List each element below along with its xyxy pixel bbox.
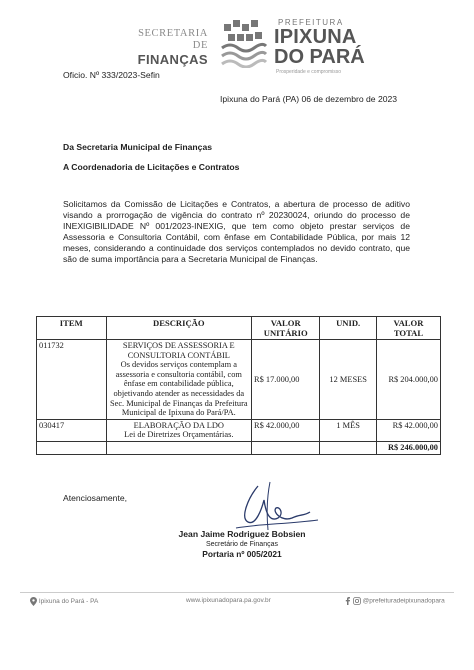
- total-blank: [37, 441, 107, 454]
- signer-name: Jean Jaime Rodriguez Bobsien: [178, 529, 306, 539]
- row-description-title: SERVIÇOS DE ASSESSORIA E CONSULTORIA CONTÁBIL: [122, 341, 235, 360]
- letter-body: Solicitamos da Comissão de Licitações e Contratos, a abertura de processo de aditivo visando a prorrogação de vigência do contrato nº 20230024, oriundo do processo de INEXIGIBILIDADE Nº 001/2023-INEXIG, que tem como objeto prestar serviços de Assessoria e Consultoria Contábil, com ênfase em Contabilidade Pública, por mais 12 meses, considerando a continuidade dos serviços contemplados no devido contrato, que são de suma importância para a Secretaria Municipal de Finanças.: [63, 199, 410, 264]
- oficio-number: Oficio. Nº 333/2023-Sefin: [63, 70, 160, 80]
- row-unid: 12 MESES: [320, 340, 377, 420]
- footer-social-text: @prefeituradeipixunadopara: [362, 597, 445, 605]
- row-description-title: ELABORAÇÃO DA LDO: [133, 420, 224, 430]
- recipient-line: A Coordenadoria de Licitações e Contratos: [63, 162, 240, 172]
- footer-location-text: Ipixuna do Pará - PA: [38, 598, 99, 606]
- row-valor-unitario: R$ 42.000,00: [252, 419, 320, 441]
- row-description: [106, 340, 252, 420]
- prefeitura-small-label: PREFEITURA: [278, 18, 344, 27]
- signer-block: [152, 529, 332, 560]
- grand-total: R$ 246.000,00: [376, 441, 440, 454]
- row-item: 011732: [37, 340, 107, 420]
- prefeitura-emblem-icon: [218, 14, 270, 68]
- total-blank: [106, 441, 252, 454]
- row-valor-total: R$ 42.000,00: [376, 419, 440, 441]
- row-valor-unitario: R$ 17.000,00: [252, 340, 320, 420]
- footer-divider: [20, 592, 454, 593]
- prefeitura-name-line1: IPIXUNA: [274, 26, 357, 48]
- table-row: [37, 419, 441, 441]
- footer-location: [30, 597, 98, 606]
- total-blank: [252, 441, 320, 454]
- header-valor-total-2: TOTAL: [393, 328, 424, 338]
- header-valor-unitario-2: UNITÁRIO: [263, 328, 308, 338]
- footer-website: www.ipixunadopara.pa.gov.br: [186, 597, 271, 604]
- letter-date: Ipixuna do Pará (PA) 06 de dezembro de 2023: [220, 94, 398, 104]
- table-header-row: [37, 317, 441, 340]
- table-total-row: [37, 441, 441, 454]
- header-unid: UNID.: [320, 317, 377, 340]
- header-descricao: DESCRIÇÃO: [106, 317, 252, 340]
- secretaria-logo: [128, 28, 208, 67]
- sender-line: Da Secretaria Municipal de Finanças: [63, 142, 213, 152]
- row-item: 030417: [37, 419, 107, 441]
- header-item: ITEM: [37, 317, 107, 340]
- header-valor-total: [376, 317, 440, 340]
- row-unid: 1 MÊS: [320, 419, 377, 441]
- facebook-icon: [344, 597, 351, 605]
- instagram-icon: [353, 597, 361, 605]
- secretaria-logo-line2: FINANÇAS: [137, 52, 208, 67]
- closing-greeting: Atenciosamente,: [63, 493, 128, 503]
- prefeitura-tagline: Prosperidade e compromisso: [276, 69, 342, 75]
- header-valor-unitario: [252, 317, 320, 340]
- header-valor-unitario-1: VALOR: [270, 318, 301, 328]
- signer-portaria: Portaria nº 005/2021: [202, 549, 282, 559]
- row-description-body: Lei de Diretrizes Orçamentárias.: [124, 430, 234, 440]
- signer-role: Secretário de Finanças: [206, 541, 278, 548]
- prefeitura-logo: [218, 12, 388, 74]
- items-table: [36, 316, 441, 455]
- location-pin-icon: [30, 597, 37, 606]
- secretaria-logo-line1: SECRETARIA DE: [138, 28, 208, 51]
- footer-social: [344, 597, 445, 605]
- row-valor-total: R$ 204.000,00: [376, 340, 440, 420]
- total-blank: [320, 441, 377, 454]
- header-valor-total-1: VALOR: [393, 318, 424, 328]
- prefeitura-name-line2: DO PARÁ: [274, 46, 365, 68]
- row-description: [106, 419, 252, 441]
- table-row: [37, 340, 441, 420]
- row-description-body: Os devidos serviços contemplam a assessoria e consultoria contábil, com ênfase em contabilidade pública, objetivando atender as necessidades da Sec. Municipal de Finanças da Prefeitura Municipal de Ipixuna do Pará/PA.: [109, 360, 248, 418]
